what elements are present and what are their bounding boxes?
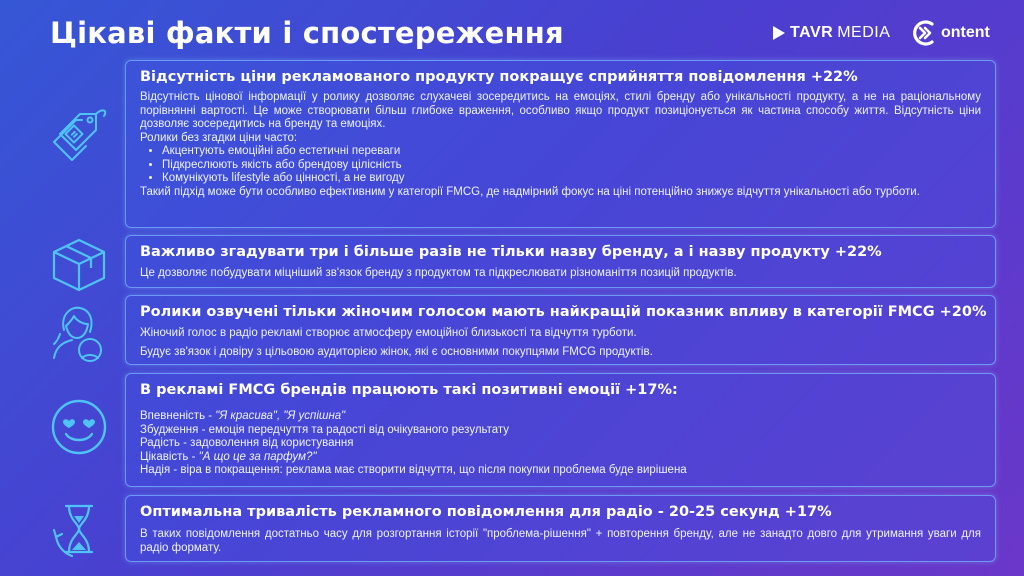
woman-voice-icon [46,300,112,366]
fact-card-duration [125,495,996,562]
play-triangle-icon [772,25,786,41]
logos [772,18,1002,48]
content-logo-text: ontent [941,24,990,41]
emotion-line: Радість - задоволення від користування [140,437,354,449]
tavr-media-logo [772,22,890,44]
box-icon [46,232,112,298]
card-heading: В рекламі FMCG брендів працюють такі позитивні емоції +17%: [140,382,678,398]
card-heading: Ролики озвучені тільки жіночим голосом мають найкращій показник впливу в категорії FMCG +20% [140,304,987,320]
fact-card-emotions [125,373,996,487]
hourglass-icon [46,496,112,562]
card-paragraph: Будує зв'язок і довіру з цільовою аудиторією жінок, які є основними покупцями FMCG продуктів. [140,345,653,358]
list-item: • Акцентують емоційні або естетичні переваги [162,145,981,159]
media-logo-text: MEDIA [837,24,891,41]
price-tag-icon [46,104,112,170]
card-bullet-list [140,145,981,186]
tavr-logo-text: TAVR [790,24,834,41]
fact-card-price [125,60,996,228]
card-paragraph: В таких повідомлення достатньо часу для розгортання історії "проблема-рішення" + повторення бренду, але не занадто довго для утримання уваги для радіо формату. [140,528,981,554]
heart-eyes-smiley-icon [46,394,112,460]
card-paragraph: Відсутність цінової інформації у ролику дозволяє слухачеві зосередитись на емоціях, стилі бренду або унікальності продукту, а не на раціональному порівнянні вартості. Це може створювати більш глибоке враження, особливо якщо продукт позиціонується як частина способу життя. Відсутність ціни дозволяє зосередитись на бренду та емоціях. [140,91,981,130]
emotion-line: Цікавість - "А що це за парфум?" [140,450,317,463]
card-paragraph: Це дозволяє побудувати міцніший зв'язок бренду з продуктом та підкреслювати різноманіття позицій продуктів. [140,267,737,279]
list-item: • Підкреслюють якість або брендову цілісність [162,159,981,173]
fact-card-female-voice [125,295,996,365]
content-c-icon [910,18,940,48]
card-paragraph: Жіночий голос в радіо рекламі створює атмосферу емоційної близькості та відчуття турботи. [140,327,637,339]
emotion-line: Впевненість - "Я красива", "Я успішна" [140,410,346,422]
page-title: Цікаві факти і спостереження [50,16,564,50]
list-item: • Комунікують lifestyle або цінності, а не вигоду [162,172,981,186]
content-logo [910,18,990,48]
card-list-intro: Ролики без згадки ціни часто: [140,131,298,144]
emotion-line: Збудження - емоція передчуття та радості від очікуваного результату [140,423,510,436]
fact-card-brand-mentions [125,235,996,288]
card-paragraph: Такий підхід може бути особливо ефективним у категорії FMCG, де надмірний фокус на ціні потенційно знижує відчуття унікальності або турботи. [140,185,920,198]
card-heading: Відсутність ціни рекламованого продукту покращує сприйняття повідомлення +22% [140,69,858,85]
emotion-line: Надія - віра в покращення: реклама має створити відчуття, що після покупки проблема буде вирішена [140,464,687,476]
card-heading: Оптимальна тривалість рекламного повідомлення для радіо - 20-25 секунд +17% [140,504,832,520]
card-heading: Важливо згадувати три і більше разів не тільки назву бренду, а і назву продукту +22% [140,244,882,260]
